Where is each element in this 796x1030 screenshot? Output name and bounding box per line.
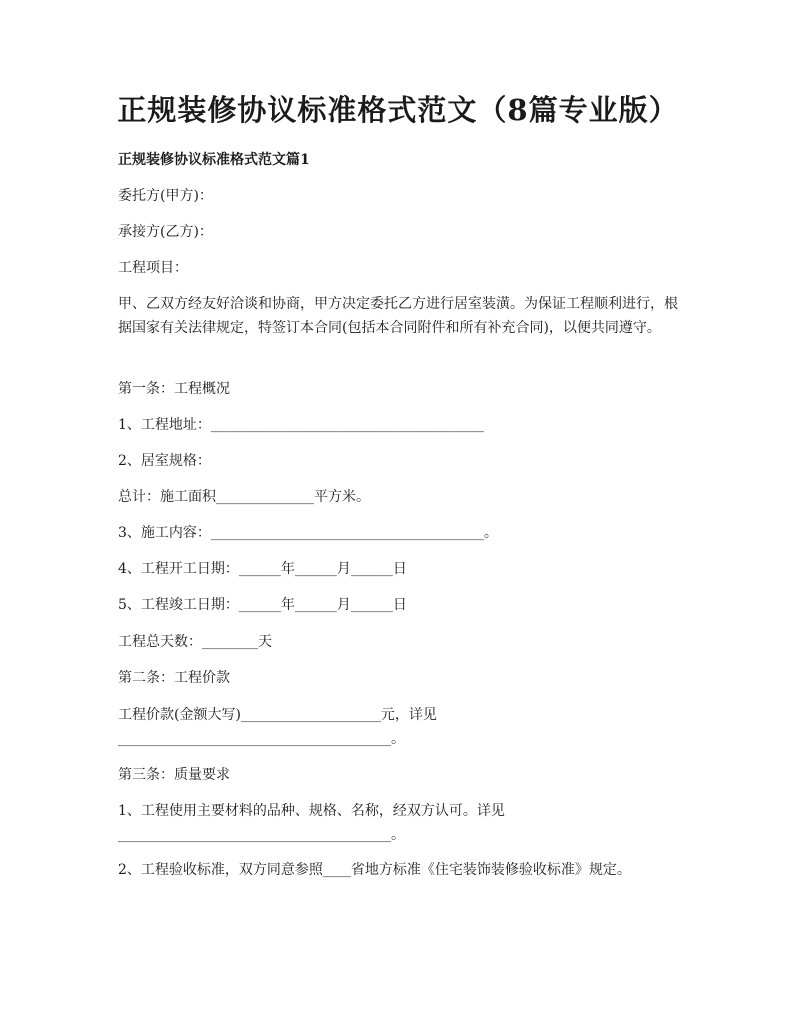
party-a-line: 委托方(甲方)： (118, 188, 213, 204)
section-heading: 正规装修协议标准格式范文篇1 (118, 152, 310, 168)
acceptance-paragraph: 2、工程验收标准，双方同意参照____省地方标准《住宅装饰装修验收标准》规定。 (118, 862, 631, 878)
end-date-line: 5、工程竣工日期：______年______月______日 (118, 597, 407, 613)
start-date-line: 4、工程开工日期：______年______月______日 (118, 561, 407, 577)
total-area-line: 总计：施工面积______________平方米。 (118, 489, 370, 505)
work-content-line: 3、施工内容：_______________________________________。 (118, 525, 498, 541)
document-title: 正规装修协议标准格式范文（8篇专业版） (117, 93, 679, 127)
article-1-heading: 第一条：工程概况 (118, 381, 230, 397)
materials-paragraph: 1、工程使用主要材料的品种、规格、名称，经双方认可。详见_______________________________________。 (118, 803, 505, 843)
price-paragraph: 工程价款(金额大写)____________________元，详见_______________________________________。 (118, 707, 437, 747)
project-line: 工程项目： (118, 260, 188, 276)
total-days-line: 工程总天数：________天 (118, 634, 272, 650)
room-spec-line: 2、居室规格： (118, 453, 211, 469)
article-2-heading: 第二条：工程价款 (118, 670, 230, 686)
party-b-line: 承接方(乙方)： (118, 224, 213, 240)
intro-paragraph: 甲、乙双方经友好洽谈和协商，甲方决定委托乙方进行居室装潢。为保证工程顺利进行，根据国家有关法律规定，特签订本合同(包括本合同附件和所有补充合同)，以便共同遵守。 (118, 296, 678, 336)
article-3-heading: 第三条：质量要求 (118, 767, 230, 783)
project-address-line: 1、工程地址：_______________________________________ (118, 417, 484, 433)
